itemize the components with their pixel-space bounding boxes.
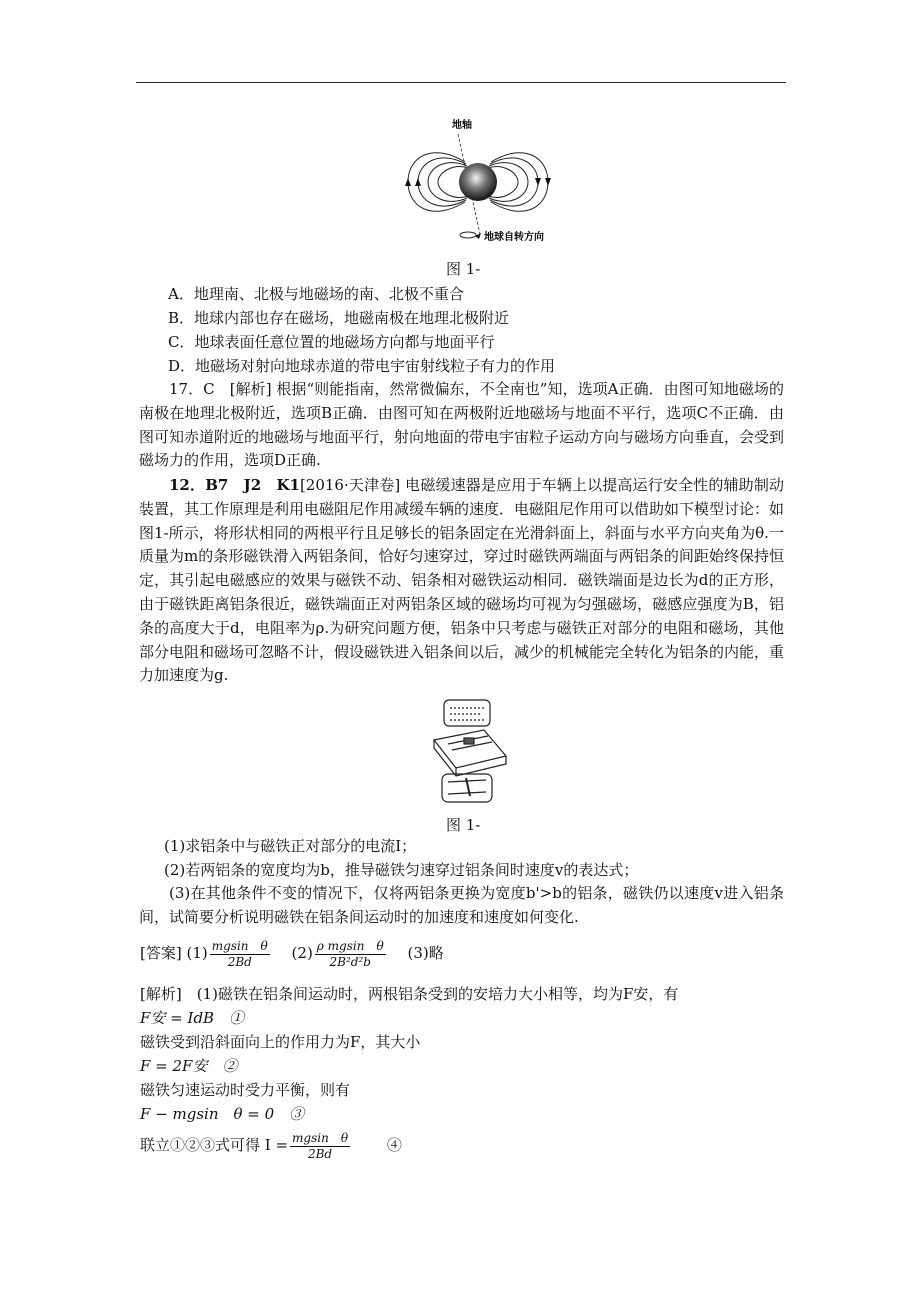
solution-fraction: $\frac{\text{mgsin θ}}{2Bd}$ bbox=[292, 1130, 349, 1161]
q12-source: [2016·天津卷] bbox=[299, 476, 401, 494]
q12-text: 电磁缓速器是应用于车辆上以提高运行安全性的辅助制动装置，其工作原理是利用电磁阻尼作用减缓车辆的速度．电磁阻尼作用可以借助如下模型讨论：如图1-所示，将形状相同的两根平行且足够长的铝条固定在光滑斜面上，斜面与水平方向夹角为θ.一质量为m的条形磁铁滑入两铝条间，恰好匀速穿过，穿过时磁铁两端面与两铝条的间距始终保持恒定，其引起电磁感应的效果与磁铁不动、铝条相对磁铁运动相同．磁铁端面是边长为d的正方形，由于磁铁距离铝条很近，磁铁端面正对两铝条区域的磁场均可视为匀强磁场，磁感应强度为B，铝条的高度大于d，电阻率为ρ.为研究问题方便，铝条中只考虑与磁铁正对部分的电阻和磁场，其他部分电阻和磁场可忽略不计，假设磁铁进入铝条间以后，减少的机械能完全转化为铝条的内能，重力加速度为g. bbox=[139, 476, 785, 685]
solution-line-4: F = 2F安 ② bbox=[140, 1057, 238, 1075]
q17-text: 根据“则能指南，然常微偏东，不全南也”知，选项A正确．由图可知地磁场的南极在地理北极附近，选项B正确．由图可知在两极附近地磁场与地面不平行，选项C不正确．由图可知赤道附近的地磁场与地面平行，射向地面的带电宇宙粒子运动方向与磁场方向垂直，会受到磁场力的作用，选项D正确. bbox=[139, 380, 785, 470]
rotation-label: 地球自转方向 bbox=[484, 232, 544, 243]
magnet-incline-figure bbox=[430, 696, 510, 806]
solution-line-7: 联立①②③式可得 I = $\frac{\text{mgsin θ}}{2Bd}$ ④ bbox=[140, 1130, 402, 1161]
answer-fraction-1: $\frac{\text{mgsin θ}}{2Bd}$ bbox=[211, 938, 268, 969]
answer-p1: (1) bbox=[186, 944, 208, 962]
answer-p2: (2) bbox=[291, 944, 313, 962]
figure2-caption: 图 1- bbox=[446, 816, 481, 834]
q17-head: 17．C [解析] bbox=[169, 380, 272, 398]
question-3: (3)在其他条件不变的情况下，仅将两铝条更换为宽度b'>b的铝条，磁铁仍以速度v进入铝条间，试简要分析说明磁铁在铝条间运动时的加速度和速度如何变化. bbox=[139, 884, 784, 926]
option-d: D．地磁场对射向地球赤道的带电宇宙射线粒子有力的作用 bbox=[168, 357, 556, 375]
figure1-caption: 图 1- bbox=[446, 260, 481, 278]
solution-line-6: F − mgsin θ = 0 ③ bbox=[140, 1105, 305, 1123]
solution-line-3: 磁铁受到沿斜面向上的作用力为F，其大小 bbox=[140, 1033, 421, 1051]
q17-paragraph bbox=[139, 378, 784, 473]
q12-head: 12．B7 J2 K1 bbox=[169, 476, 300, 494]
solution-line-2: F安 = IdB ① bbox=[140, 1009, 245, 1027]
option-b: B．地球内部也存在磁场，地磁南极在地理北极附近 bbox=[168, 309, 510, 327]
axis-label: 地轴 bbox=[452, 120, 472, 131]
question-2: (2)若两铝条的宽度均为b，推导磁铁匀速穿过铝条间时速度v的表达式； bbox=[164, 861, 639, 879]
option-c: C．地球表面任意位置的地磁场方向都与地面平行 bbox=[168, 333, 495, 351]
option-a: A．地理南、北极与地磁场的南、北极不重合 bbox=[168, 285, 464, 303]
solution-line-1: [解析] (1)磁铁在铝条间运动时，两根铝条受到的安培力大小相等，均为F安，有 bbox=[140, 985, 679, 1003]
answer-line bbox=[140, 936, 444, 970]
q12-paragraph bbox=[139, 474, 784, 688]
solution-line-5: 磁铁匀速运动时受力平衡，则有 bbox=[140, 1081, 351, 1099]
answer-fraction-2: $\frac{\text{ρ mgsin θ}}{\text{2B²d²b}}$ bbox=[316, 938, 384, 969]
answer-p3: (3)略 bbox=[407, 944, 444, 962]
header-rule bbox=[136, 82, 786, 83]
earth-magnetic-field-figure bbox=[392, 112, 578, 252]
question-1: (1)求铝条中与磁铁正对部分的电流I； bbox=[164, 837, 417, 855]
answer-label: [答案] bbox=[140, 944, 182, 962]
